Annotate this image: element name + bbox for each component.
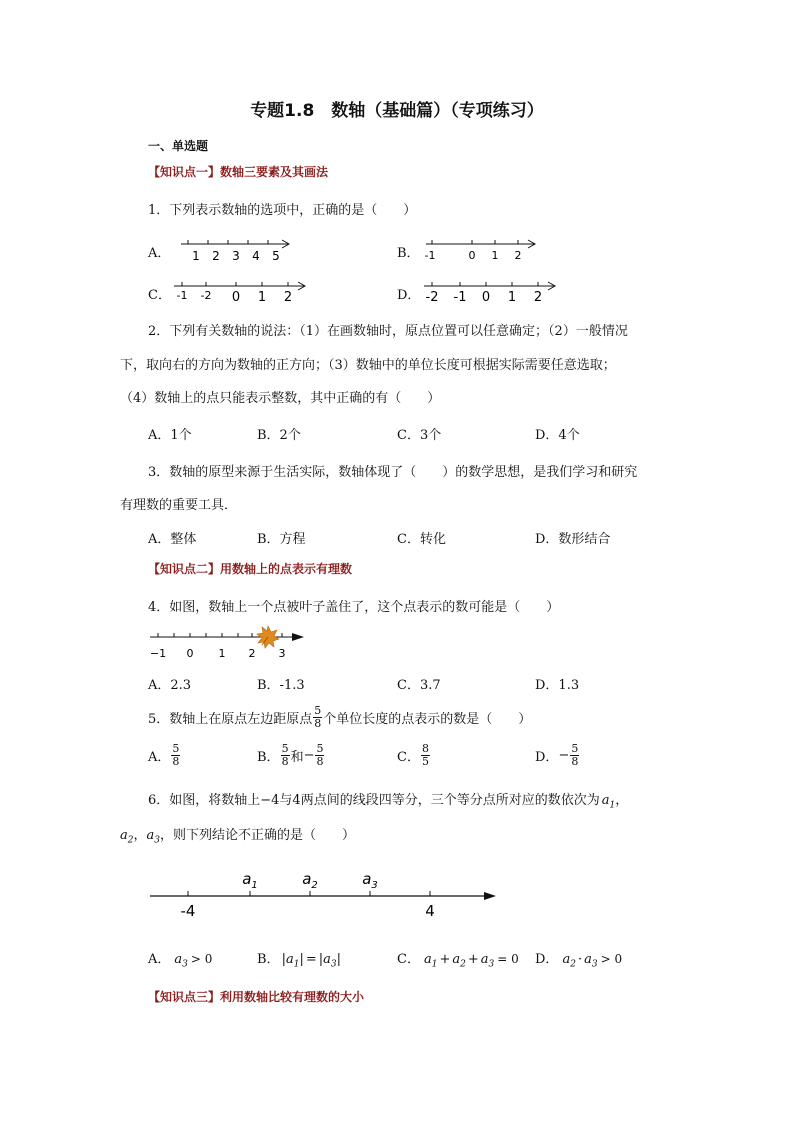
q1a-tick-label: 1 [192,249,200,263]
q3-option-d: D．数形结合 [535,532,611,547]
q4-option-c: C．3.7 [397,678,441,693]
q1-option-b-axis [422,234,540,264]
q1b-tick-label: 0 [468,249,476,262]
q4-tick-label: 3 [278,647,286,660]
q5-option-d: D． − $\frac{5}{8}$ [535,742,579,768]
q5-stem-pre: 5．数轴上在原点左边距原点 [148,712,313,727]
leaf-icon [257,626,279,648]
question-2-line-3: （4）数轴上的点只能表示整数，其中正确的有（ ） [120,391,441,406]
q5-option-c: C． $\frac{8}{5}$ [397,742,429,768]
q4-number-line [144,624,314,662]
q4-tick-label: 1 [218,647,226,660]
q1-option-a-axis [176,232,296,264]
q1-option-c-label: C． [148,288,171,303]
q4-option-d: D．1.3 [535,678,580,693]
q1d-tick-label: 1 [507,290,517,305]
q1a-tick-label: 3 [232,249,240,263]
q1-option-a-label: A． [148,246,171,261]
q2-option-b: B．2个 [257,428,301,443]
q6-tick-label: -4 [180,902,196,920]
q6-option-c: C． $a_1$ + $a_2$ + $a_3$ = 0 [397,952,519,970]
q1-option-d-axis [420,278,560,306]
q2-option-d: D．4个 [535,428,580,443]
q4-option-a: A．2.3 [148,678,192,693]
q1-option-b-label: B． [397,246,420,261]
q1-option-c-axis [170,278,310,306]
question-4-stem: 4．如图，数轴上一个点被叶子盖住了，这个点表示的数可能是（ ） [148,600,560,615]
question-5-stem [148,705,531,730]
q6-option-a: A． $a_3$ > 0 [148,952,213,970]
var-a1: $a_1$ [601,793,616,811]
question-2-line-1: 2．下列有关数轴的说法：（1）在画数轴时，原点位置可以任意确定；（2）一般情况 [148,324,628,339]
q1d-tick-label: 2 [533,290,543,305]
q1b-tick-label: -1 [424,249,436,262]
section-heading: 一、单选题 [148,139,209,153]
q3-option-b: B．方程 [257,532,306,547]
question-2-line-2: 下，取向右的方向为数轴的正方向；（3）数轴中的单位长度可根据实际需要任意选取； [120,358,616,373]
q6-label-a2: $a_2$ [302,870,318,891]
q5-stem-post: 个单位长度的点表示的数是（ ） [323,712,532,727]
q1c-tick-label: 0 [231,290,241,305]
q1c-tick-label: 1 [257,290,267,305]
q2-option-c: C．3个 [397,428,442,443]
q1b-tick-label: 2 [514,249,522,262]
knowledge-point-1: 【知识点一】数轴三要素及其画法 [148,165,329,179]
q2-option-a: A．1个 [148,428,192,443]
knowledge-point-3: 【知识点三】利用数轴比较有理数的大小 [148,990,365,1004]
q1d-tick-label: -1 [453,290,467,305]
q6-label-a1: $a_1$ [242,870,258,891]
q1a-tick-label: 2 [212,249,220,263]
q1d-tick-label: 0 [481,290,491,305]
question-1-stem: 1．下列表示数轴的选项中，正确的是（ ） [148,203,417,218]
q1-option-d-label: D． [397,288,421,303]
q1a-tick-label: 4 [252,249,260,263]
q4-option-b: B．-1.3 [257,678,305,693]
question-6-line-1: 6．如图，将数轴上−4与4两点间的线段四等分，三个等分点所对应的数依次为 $a_1$ ， [148,793,629,811]
q5-option-b: B． $\frac{5}{8}$ 和 − $\frac{5}{8}$ [257,742,324,768]
q3-option-c: C．转化 [397,532,446,547]
q6-option-b: B． | $a_1$ | = | $a_3$ | [257,952,342,970]
q4-tick-label: 0 [186,647,194,660]
question-3-line-1: 3．数轴的原型来源于生活实际，数轴体现了（ ）的数学思想，是我们学习和研究 [148,465,638,480]
var-a2: $a_2$ [120,828,134,846]
knowledge-point-2: 【知识点二】用数轴上的点表示有理数 [148,562,353,576]
q1c-tick-label: -2 [200,289,212,302]
q1a-tick-label: 5 [272,249,280,263]
q5-option-a: A． $\frac{5}{8}$ [148,742,180,768]
q6-option-d: D． $a_2$ · $a_3$ > 0 [535,952,623,970]
q5-fraction: $\frac{5}{8}$ [314,704,322,730]
q1c-tick-label: -1 [176,289,188,302]
question-6-line-2: $a_2$ ， $a_3$ ，则下列结论不正确的是（ ） [120,828,356,846]
q1b-tick-label: 1 [491,249,499,262]
q1c-tick-label: 2 [283,290,293,305]
q3-option-a: A．整体 [148,532,197,547]
q6-label-a3: $a_3$ [362,870,378,891]
q1d-tick-label: -2 [425,290,439,305]
q6-number-line [144,864,504,920]
page-title: 专题1.8 数轴（基础篇）（专项练习） [250,101,544,121]
var-a3: $a_3$ [146,828,161,846]
q4-tick-label: 2 [248,647,256,660]
question-3-line-2: 有理数的重要工具． [120,498,238,513]
q4-tick-label: −1 [149,647,167,660]
q6-tick-label: 4 [425,902,435,920]
